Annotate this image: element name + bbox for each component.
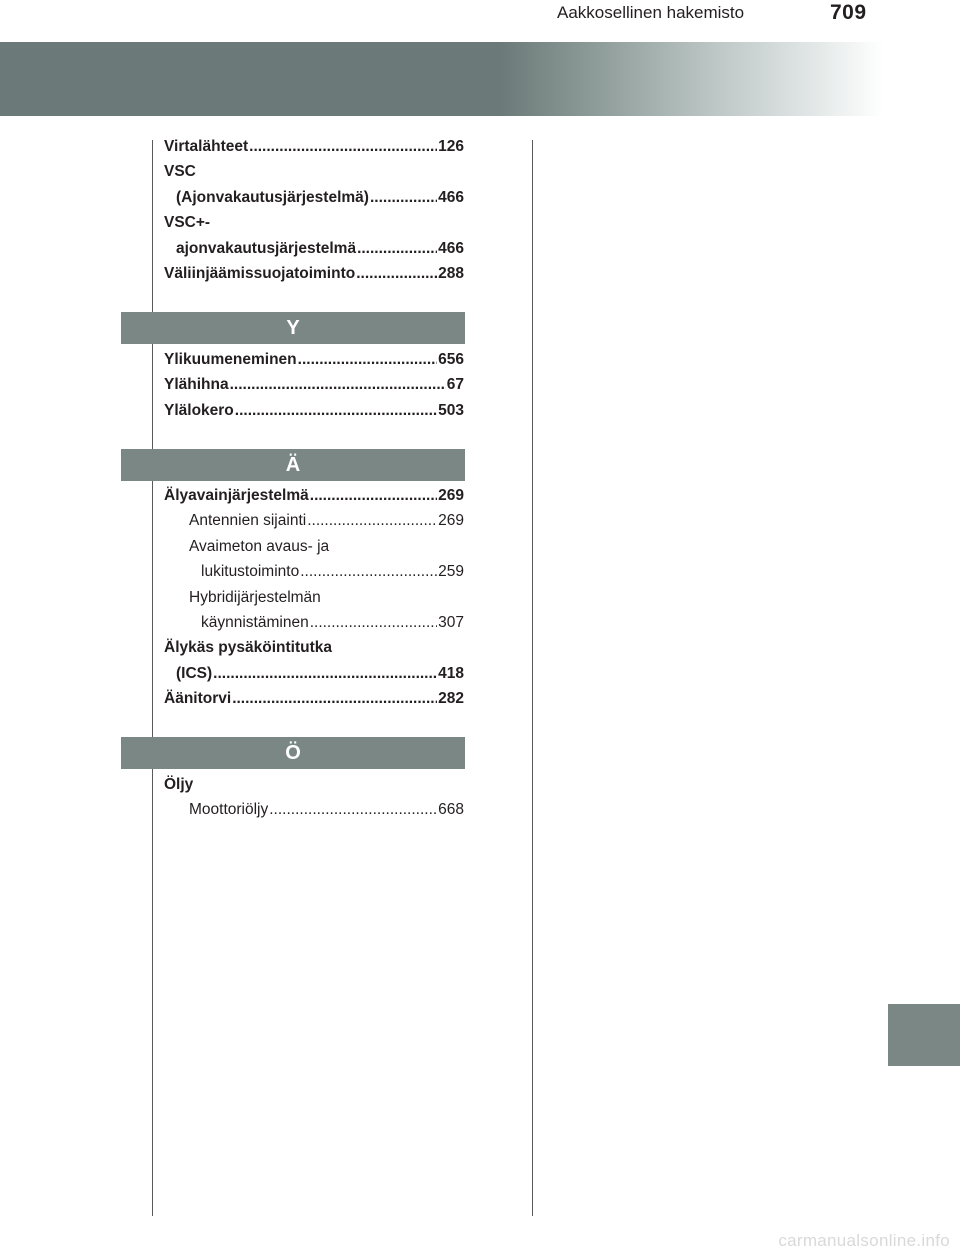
index-subentry[interactable]: Moottoriöljy ..... 668 [164,797,464,822]
index-subentry[interactable]: käynnistäminen ..... 307 [164,610,464,635]
index-entry[interactable]: Ylikuumeneminen ..... 656 [164,347,464,372]
letter-heading-y: Y [121,312,465,344]
page-number: 709 [830,1,867,24]
index-entry[interactable]: Väliinjäämissuojatoiminto ..... 288 [164,261,464,286]
index-entry[interactable]: Virtalähteet ..... 126 [164,134,464,159]
index-subentry[interactable]: Hybridijärjestelmän [189,588,321,606]
watermark: carmanualsonline.info [778,1231,950,1250]
index-block-v [164,134,464,286]
index-entry[interactable]: ajonvakautusjärjestelmä ..... 466 [164,236,464,261]
index-subentry[interactable]: Antennien sijainti ..... 269 [164,508,464,533]
index-entry[interactable]: (Ajonvakautusjärjestelmä) ..... 466 [164,185,464,210]
index-entry[interactable]: (ICS) ..... 418 [164,661,464,686]
index-entry[interactable]: VSC+- [164,214,211,232]
index-entry[interactable]: VSC [164,163,196,181]
index-block-a-umlaut [164,483,464,712]
header-strip [0,0,960,32]
index-entry[interactable]: Ylälokero ..... 503 [164,398,464,423]
left-column-rule [152,140,153,1216]
center-column-rule [532,140,533,1216]
index-entry[interactable]: Äänitorvi ..... 282 [164,686,464,711]
letter-heading-o-umlaut: Ö [121,737,465,769]
index-entry[interactable]: Älykäs pysäköintitutka [164,639,332,657]
index-entry[interactable]: Ylähihna ..... 67 [164,372,464,397]
index-subentry[interactable]: Avaimeton avaus- ja [189,537,330,555]
index-block-o-umlaut [164,772,464,823]
index-entry[interactable]: Älyavainjärjestelmä ..... 269 [164,483,464,508]
header-banner [0,42,960,116]
index-entry[interactable]: Öljy [164,776,194,793]
chapter-side-tab [888,1004,960,1066]
index-block-y [164,347,464,423]
index-subentry[interactable]: lukitustoiminto ..... 259 [164,559,464,584]
letter-heading-a-umlaut: Ä [121,449,465,481]
section-title: Aakkosellinen hakemisto [557,3,745,22]
